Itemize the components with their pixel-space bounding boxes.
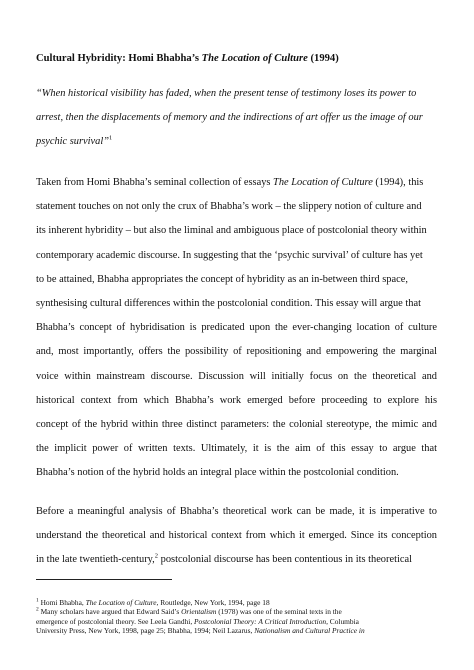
body-paragraph <box>36 505 437 578</box>
paragraph-line <box>36 176 437 200</box>
essay-title <box>36 53 339 64</box>
paragraph-line: its inherent hybridity – but also the liminal and ambiguous place of postcolonial theory within <box>36 225 427 237</box>
footnote-line <box>36 617 446 626</box>
title-text: Cultural Hybridity: Homi Bhabha’s <box>36 53 202 64</box>
paragraph-line: the implicit power of written texts. Ultimately, it is the aim of this essay to argue that <box>36 443 437 455</box>
paragraph-line: voice within mainstream discourse. Discussion will initially focus on the theoretical and <box>36 370 437 382</box>
paragraph-line: Bhabha’s concept of hybridisation is predicated upon the ever-changing location of culture <box>36 322 437 334</box>
footnote-text: , Routledge, New York, 1994, page 18 <box>156 598 270 607</box>
line-text: Taken from Homi Bhabha’s seminal collection of essays <box>36 177 274 188</box>
paragraph-line: Bhabha’s notion of the hybrid holds an integral place within the postcolonial condition. <box>36 467 399 479</box>
epigraph-line <box>36 135 436 159</box>
paragraph-line: synthesising cultural differences within the postcolonial condition. This essay will argue that <box>36 297 421 309</box>
footnote-text: Homi Bhabha, <box>38 598 86 607</box>
paragraph-line: to be attained, Bhabha appropriates the concept of hybridity as an in-between third space, <box>36 273 408 285</box>
epigraph-quote <box>36 87 436 159</box>
line-text: in the late twentieth-century, <box>36 554 155 566</box>
footnote-italic: The Location of Culture <box>85 598 157 607</box>
footnote-line <box>36 607 446 616</box>
footnote-italic: Orientalism <box>181 607 217 617</box>
epigraph-line: “When historical visibility has faded, when the present tense of testimony loses its power to <box>36 88 417 99</box>
paragraph-line: statement touches on not only the crux of Bhabha’s work – the slippery notion of culture and <box>36 201 422 213</box>
footnote-line <box>36 626 446 635</box>
footnote-number: 2 <box>36 606 39 613</box>
line-text: (1994), this <box>372 177 424 188</box>
paragraph-line: and, most importantly, offers the possibility of repositioning and empowering the marginal <box>36 346 437 358</box>
footnotes <box>36 598 446 636</box>
epigraph-line: arrest, then the displacements of memory and the indirections of art offer us the image of our <box>36 112 423 123</box>
paragraph-line <box>36 553 437 577</box>
book-title-italic: The Location of Culture <box>273 177 373 188</box>
footnote-text: (1978) was one of the seminal texts in the <box>216 607 342 617</box>
footnote-text: , Columbia <box>326 616 359 626</box>
paragraph-line: contemporary academic discourse. In suggesting that the ‘psychic survival’ of culture has yet <box>36 249 423 261</box>
footnote-1 <box>36 598 446 607</box>
body-paragraph <box>36 176 437 490</box>
epigraph-line-text: psychic survival” <box>36 136 110 147</box>
footnote-text: Many scholars have argued that Edward Said’s <box>38 607 182 617</box>
footnote-ref: 2 <box>154 552 159 560</box>
footnote-2 <box>36 607 446 635</box>
title-book-italic: The Location of Culture <box>201 53 308 64</box>
paragraph-line: concept of the hybrid within three distinct parameters: the colonial stereotype, the mimic and <box>36 418 437 430</box>
footnote-text: University Press, New York, 1998, page 25; Bhabha, 1994; Neil Lazarus, <box>36 626 255 636</box>
title-year: (1994) <box>307 53 339 64</box>
paragraph-line: understand the theoretical and historical context from which it emerged. Since its conception <box>36 530 437 542</box>
footnote-ref: 1 <box>109 134 113 142</box>
footnote-number: 1 <box>36 597 39 604</box>
footnote-italic: Postcolonial Theory: A Critical Introduction <box>194 616 327 626</box>
line-text: postcolonial discourse has been contentious in its theoretical <box>158 554 412 566</box>
footnote-separator <box>36 579 172 580</box>
paragraph-line: historical context from which Bhabha’s work emerged before proceeding to explore his <box>36 394 437 406</box>
paragraph-line: Before a meaningful analysis of Bhabha’s theoretical work can be made, it is imperative to <box>36 506 437 517</box>
footnote-text: emergence of postcolonial theory. See Leela Gandhi, <box>36 616 195 626</box>
footnote-italic: Nationalism and Cultural Practice in <box>254 626 365 636</box>
